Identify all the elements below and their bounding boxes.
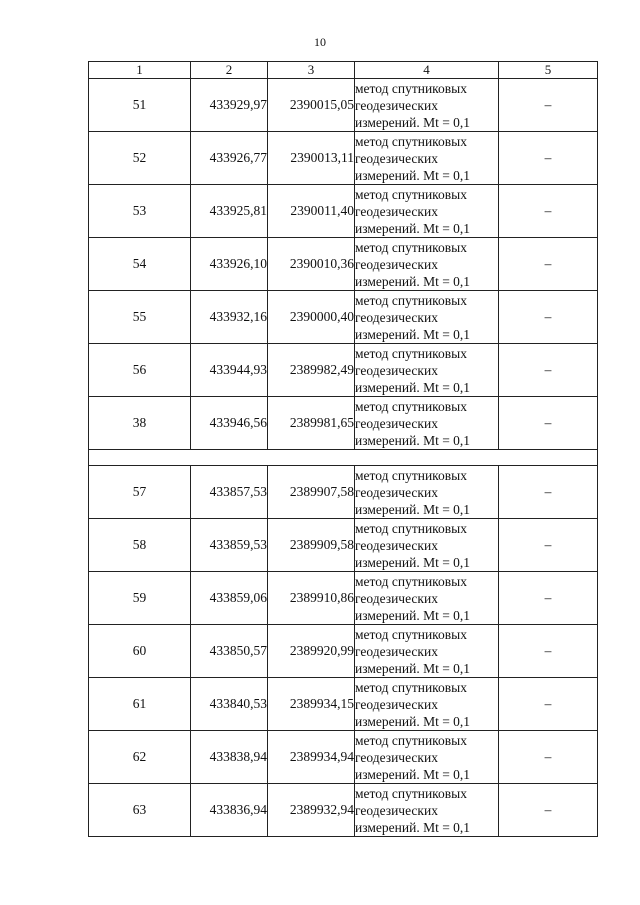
point-number-cell: 53 xyxy=(89,185,191,238)
method-cell xyxy=(355,185,499,238)
header-cell-4: 4 xyxy=(355,62,499,79)
point-number-cell: 62 xyxy=(89,731,191,784)
method-line: геодезических xyxy=(355,150,438,166)
table-row xyxy=(89,625,598,678)
point-number-cell: 60 xyxy=(89,625,191,678)
method-line: метод спутниковых xyxy=(355,186,467,202)
method-line: измерений. Mt = 0,1 xyxy=(355,273,471,289)
note-cell: – xyxy=(499,678,598,731)
method-line: метод спутниковых xyxy=(355,626,467,642)
method-line: геодезических xyxy=(355,309,438,325)
method-line: измерений. Mt = 0,1 xyxy=(355,114,471,130)
method-cell xyxy=(355,572,499,625)
table-header xyxy=(89,62,598,79)
method-line: метод спутниковых xyxy=(355,573,467,589)
method-line: измерений. Mt = 0,1 xyxy=(355,713,471,729)
x-coordinate-cell: 433850,57 xyxy=(191,625,268,678)
method-line: измерений. Mt = 0,1 xyxy=(355,167,471,183)
method-line: измерений. Mt = 0,1 xyxy=(355,220,471,236)
table-row xyxy=(89,185,598,238)
y-coordinate-cell: 2389910,86 xyxy=(268,572,355,625)
table-row xyxy=(89,572,598,625)
method-cell xyxy=(355,344,499,397)
method-line: метод спутниковых xyxy=(355,732,467,748)
method-cell xyxy=(355,291,499,344)
method-line: геодезических xyxy=(355,256,438,272)
separator-row xyxy=(89,450,598,466)
header-cell-2: 2 xyxy=(191,62,268,79)
note-cell: – xyxy=(499,238,598,291)
method-cell xyxy=(355,731,499,784)
point-number-cell: 57 xyxy=(89,466,191,519)
x-coordinate-cell: 433838,94 xyxy=(191,731,268,784)
method-cell xyxy=(355,397,499,450)
y-coordinate-cell: 2390010,36 xyxy=(268,238,355,291)
method-line: метод спутниковых xyxy=(355,398,467,414)
method-line: метод спутниковых xyxy=(355,785,467,801)
x-coordinate-cell: 433857,53 xyxy=(191,466,268,519)
table-body xyxy=(89,79,598,837)
method-line: геодезических xyxy=(355,590,438,606)
point-number-cell: 51 xyxy=(89,79,191,132)
method-line: измерений. Mt = 0,1 xyxy=(355,379,471,395)
y-coordinate-cell: 2389934,15 xyxy=(268,678,355,731)
table-row xyxy=(89,519,598,572)
x-coordinate-cell: 433929,97 xyxy=(191,79,268,132)
y-coordinate-cell: 2390000,40 xyxy=(268,291,355,344)
y-coordinate-cell: 2389909,58 xyxy=(268,519,355,572)
point-number-cell: 56 xyxy=(89,344,191,397)
method-line: геодезических xyxy=(355,537,438,553)
x-coordinate-cell: 433840,53 xyxy=(191,678,268,731)
y-coordinate-cell: 2389920,99 xyxy=(268,625,355,678)
y-coordinate-cell: 2390011,40 xyxy=(268,185,355,238)
method-line: измерений. Mt = 0,1 xyxy=(355,554,471,570)
point-number-cell: 58 xyxy=(89,519,191,572)
table-row xyxy=(89,397,598,450)
method-line: геодезических xyxy=(355,362,438,378)
y-coordinate-cell: 2390015,05 xyxy=(268,79,355,132)
method-cell xyxy=(355,79,499,132)
method-cell xyxy=(355,238,499,291)
method-line: геодезических xyxy=(355,484,438,500)
method-line: метод спутниковых xyxy=(355,679,467,695)
note-cell: – xyxy=(499,132,598,185)
note-cell: – xyxy=(499,784,598,837)
method-line: метод спутниковых xyxy=(355,292,467,308)
y-coordinate-cell: 2389981,65 xyxy=(268,397,355,450)
table-row xyxy=(89,79,598,132)
method-cell xyxy=(355,678,499,731)
method-line: геодезических xyxy=(355,643,438,659)
method-line: измерений. Mt = 0,1 xyxy=(355,607,471,623)
x-coordinate-cell: 433946,56 xyxy=(191,397,268,450)
y-coordinate-cell: 2390013,11 xyxy=(268,132,355,185)
method-line: геодезических xyxy=(355,802,438,818)
coordinates-table xyxy=(88,61,598,837)
note-cell: – xyxy=(499,731,598,784)
x-coordinate-cell: 433944,93 xyxy=(191,344,268,397)
header-row xyxy=(89,62,598,79)
x-coordinate-cell: 433926,10 xyxy=(191,238,268,291)
y-coordinate-cell: 2389982,49 xyxy=(268,344,355,397)
method-line: измерений. Mt = 0,1 xyxy=(355,501,471,517)
method-line: геодезических xyxy=(355,203,438,219)
separator-cell xyxy=(89,450,598,466)
point-number-cell: 52 xyxy=(89,132,191,185)
method-line: геодезических xyxy=(355,749,438,765)
note-cell: – xyxy=(499,397,598,450)
x-coordinate-cell: 433836,94 xyxy=(191,784,268,837)
method-cell xyxy=(355,132,499,185)
method-line: геодезических xyxy=(355,97,438,113)
note-cell: – xyxy=(499,344,598,397)
note-cell: – xyxy=(499,519,598,572)
method-line: измерений. Mt = 0,1 xyxy=(355,766,471,782)
method-line: метод спутниковых xyxy=(355,133,467,149)
note-cell: – xyxy=(499,466,598,519)
table-row xyxy=(89,132,598,185)
header-cell-1: 1 xyxy=(89,62,191,79)
method-line: геодезических xyxy=(355,696,438,712)
table-row xyxy=(89,784,598,837)
method-line: геодезических xyxy=(355,415,438,431)
method-cell xyxy=(355,466,499,519)
method-cell xyxy=(355,625,499,678)
x-coordinate-cell: 433859,53 xyxy=(191,519,268,572)
point-number-cell: 63 xyxy=(89,784,191,837)
method-line: измерений. Mt = 0,1 xyxy=(355,326,471,342)
method-line: измерений. Mt = 0,1 xyxy=(355,432,471,448)
point-number-cell: 59 xyxy=(89,572,191,625)
method-line: измерений. Mt = 0,1 xyxy=(355,819,471,835)
method-line: измерений. Mt = 0,1 xyxy=(355,660,471,676)
note-cell: – xyxy=(499,185,598,238)
note-cell: – xyxy=(499,625,598,678)
note-cell: – xyxy=(499,572,598,625)
y-coordinate-cell: 2389907,58 xyxy=(268,466,355,519)
method-line: метод спутниковых xyxy=(355,239,467,255)
point-number-cell: 54 xyxy=(89,238,191,291)
method-line: метод спутниковых xyxy=(355,345,467,361)
x-coordinate-cell: 433926,77 xyxy=(191,132,268,185)
table-row xyxy=(89,238,598,291)
table-row xyxy=(89,678,598,731)
x-coordinate-cell: 433932,16 xyxy=(191,291,268,344)
method-line: метод спутниковых xyxy=(355,520,467,536)
page-number: 10 xyxy=(314,35,326,49)
y-coordinate-cell: 2389934,94 xyxy=(268,731,355,784)
method-line: метод спутниковых xyxy=(355,80,467,96)
table-row xyxy=(89,291,598,344)
point-number-cell: 38 xyxy=(89,397,191,450)
table-row xyxy=(89,731,598,784)
method-line: метод спутниковых xyxy=(355,467,467,483)
method-cell xyxy=(355,784,499,837)
point-number-cell: 61 xyxy=(89,678,191,731)
x-coordinate-cell: 433859,06 xyxy=(191,572,268,625)
header-cell-5: 5 xyxy=(499,62,598,79)
header-cell-3: 3 xyxy=(268,62,355,79)
method-cell xyxy=(355,519,499,572)
table-row xyxy=(89,466,598,519)
note-cell: – xyxy=(499,79,598,132)
point-number-cell: 55 xyxy=(89,291,191,344)
note-cell: – xyxy=(499,291,598,344)
table-row xyxy=(89,344,598,397)
y-coordinate-cell: 2389932,94 xyxy=(268,784,355,837)
x-coordinate-cell: 433925,81 xyxy=(191,185,268,238)
